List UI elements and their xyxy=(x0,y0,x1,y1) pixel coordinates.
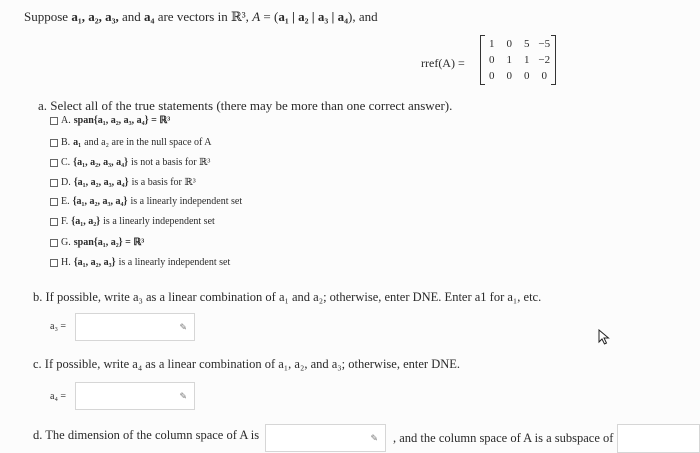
option-math: a₁ xyxy=(73,137,82,148)
option-math: {a₁, a₂, a₃, a₄} xyxy=(73,177,129,188)
option-letter: F. xyxy=(61,216,69,227)
option-b[interactable] xyxy=(50,137,212,148)
part-c-prompt: c. If possible, write a₄ as a linear combination of a₁, a₂, and a₃; otherwise, enter DNE. xyxy=(33,357,461,371)
option-c[interactable] xyxy=(50,157,210,168)
intro-text: Suppose xyxy=(24,9,72,24)
intro-text: are vectors in ℝ³, xyxy=(154,9,253,24)
option-letter: D. xyxy=(61,177,71,188)
option-math: span{a₁, a₂, a₃, a₄} = ℝ³ xyxy=(73,115,171,126)
matrix-cell: 0 xyxy=(506,70,512,82)
problem-intro xyxy=(24,9,378,25)
option-letter: H. xyxy=(61,257,71,268)
matrix-cell: −2 xyxy=(538,54,551,66)
option-math: {a₁, a₂} xyxy=(71,216,101,227)
part-b-prompt: b. If possible, write a₃ as a linear combination of a₁ and a₂; otherwise, enter DNE. Enter a1 for a₁, etc. xyxy=(33,290,542,304)
option-text: is a linearly independent set xyxy=(103,216,215,227)
subspace-input[interactable] xyxy=(617,424,700,453)
option-math: span{a₁, a₂} = ℝ³ xyxy=(73,237,145,248)
checkbox-b[interactable] xyxy=(50,139,58,147)
a3-label: a₃ = xyxy=(50,321,67,332)
matrix-cell: 0 xyxy=(506,38,512,50)
intro-text: and xyxy=(118,9,145,24)
part-a-prompt: a. Select all of the true statements (there may be more than one correct answer). xyxy=(38,98,453,113)
mouse-cursor-icon xyxy=(598,329,612,345)
rref-matrix xyxy=(480,36,556,84)
rref-label: rref(A) = xyxy=(421,56,465,70)
option-letter: A. xyxy=(61,115,71,126)
option-e[interactable] xyxy=(50,196,242,207)
matrix-cell: 0 xyxy=(524,70,530,82)
matrix-cell: 1 xyxy=(524,54,530,66)
matrix-cell: 1 xyxy=(489,38,495,50)
intro-a4: a₄ xyxy=(144,9,155,24)
intro-text: = ( xyxy=(260,9,279,24)
option-h[interactable] xyxy=(50,257,230,268)
checkbox-a[interactable] xyxy=(50,117,58,125)
matrix-cell: −5 xyxy=(538,38,551,50)
intro-matrix-a: A xyxy=(252,9,261,24)
pencil-icon: ✎ xyxy=(179,322,187,332)
option-f[interactable] xyxy=(50,216,215,227)
option-letter: C. xyxy=(61,157,71,168)
part-d-prompt-cont: , and the column space of A is a subspace of xyxy=(393,431,614,445)
matrix-cell: 1 xyxy=(506,54,512,66)
option-a[interactable] xyxy=(50,115,173,126)
intro-text: ), and xyxy=(348,9,378,24)
matrix-cell: 0 xyxy=(489,54,495,66)
checkbox-c[interactable] xyxy=(50,159,58,167)
option-letter: G. xyxy=(61,237,71,248)
option-letter: E. xyxy=(61,196,70,207)
checkbox-e[interactable] xyxy=(50,198,58,206)
intro-vectors: a₁, a₂, a₃, xyxy=(71,9,119,24)
option-math: {a₁, a₂, a₃, a₄} xyxy=(73,157,129,168)
option-g[interactable] xyxy=(50,237,147,248)
option-d[interactable] xyxy=(50,177,196,188)
a3-input[interactable] xyxy=(75,313,195,341)
option-text: is a basis for ℝ³ xyxy=(131,177,196,188)
pencil-icon: ✎ xyxy=(179,391,187,401)
option-text: and a₂ are in the null space of A xyxy=(84,137,212,148)
checkbox-f[interactable] xyxy=(50,218,58,226)
dimension-input[interactable] xyxy=(265,424,386,452)
a4-label: a₄ = xyxy=(50,391,67,402)
checkbox-h[interactable] xyxy=(50,259,58,267)
a4-input[interactable] xyxy=(75,382,195,410)
part-d-prompt: d. The dimension of the column space of A is xyxy=(33,428,260,442)
matrix-cell: 0 xyxy=(489,70,495,82)
option-math: {a₁, a₂, a₃, a₄} xyxy=(72,196,128,207)
option-math: {a₁, a₂, a₃} xyxy=(73,257,116,268)
pencil-icon: ✎ xyxy=(370,433,378,443)
intro-columns: a₁ | a₂ | a₃ | a₄ xyxy=(278,9,348,24)
matrix-cell: 5 xyxy=(524,38,530,50)
checkbox-g[interactable] xyxy=(50,239,58,247)
option-text: is a linearly independent set xyxy=(130,196,243,207)
option-text: is not a basis for ℝ³ xyxy=(131,157,211,168)
matrix-cell: 0 xyxy=(541,70,547,82)
option-text: is a linearly independent set xyxy=(118,257,231,268)
option-letter: B. xyxy=(61,137,71,148)
checkbox-d[interactable] xyxy=(50,179,58,187)
